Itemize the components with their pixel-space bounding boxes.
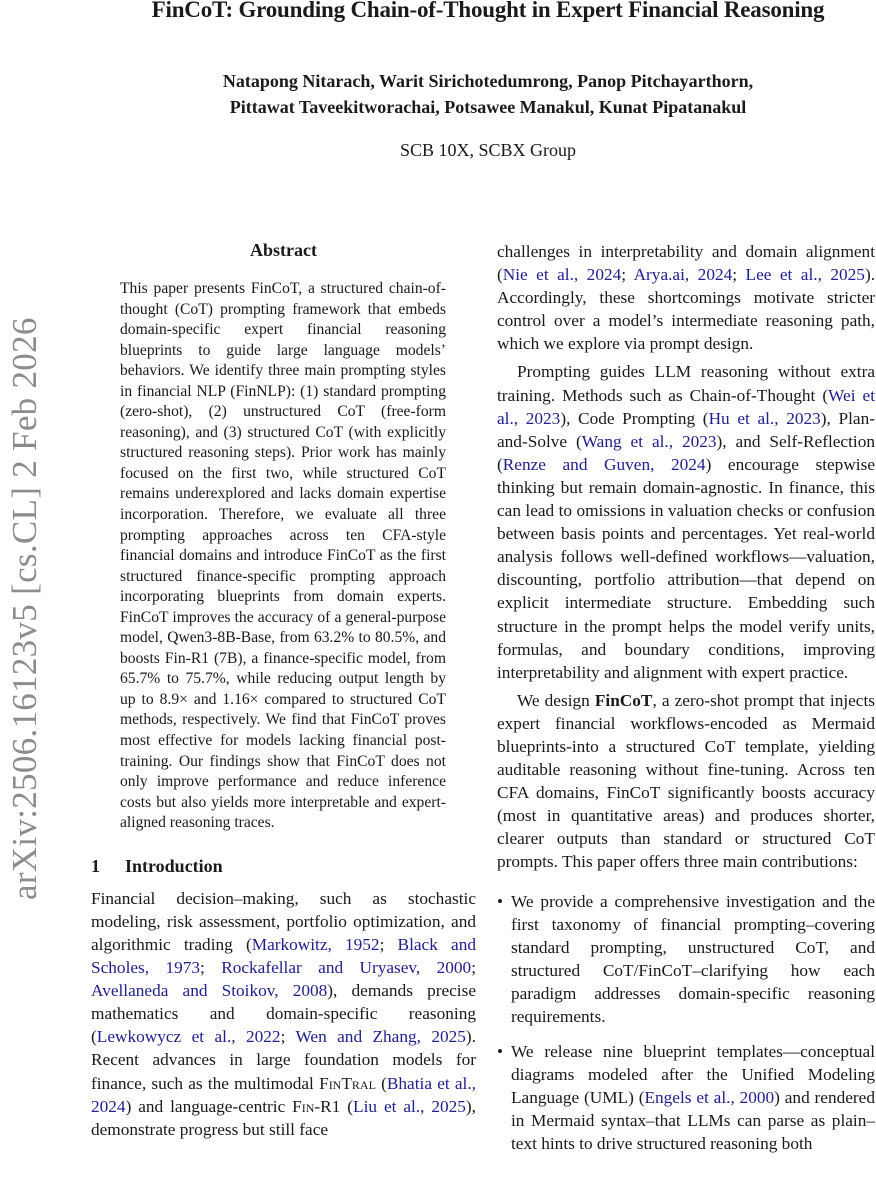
abstract-text: This paper presents FinCoT, a structured chain-of-thought (CoT) prompting framework that embeds domain-specific expert financial reasoning blueprints to guide large language models’ behaviors. We identify three main prompting styles in financial NLP (FinNLP): (1) standard prompting (zero-shot), (2) unstructured CoT (free-form reasoning), and (3) structured CoT (with explicitly structured reasoning steps). Prior work has mainly focused on the first two, while structured CoT remains underexplored and lacks domain expertise incorporation. Therefore, we evaluate all three prompting approaches across ten CFA-style financial domains and introduce FinCoT as the first structured finance-specific prompting approach incorporating blueprints from domain experts. FinCoT improves the accuracy of a general-purpose model, Qwen3-8B-Base, from 63.2% to 80.5%, and boosts Fin-R1 (7B), a finance-specific model, from 65.7% to 75.7%, while reducing output length by up to 8.9× and 1.16× compared to structured CoT methods, respectively. We find that FinCoT proves most effective for models lacking financial post-training. Our findings show that FinCoT does not only improve performance and reduce inference costs but also yields more interpretable and expert-aligned reasoning traces. xyxy=(120,280,446,832)
author-list xyxy=(100,68,876,120)
text-run: ( xyxy=(375,1073,387,1093)
paper-title: FinCoT: Grounding Chain-of-Thought in Expert Financial Reasoning xyxy=(151,0,825,22)
citation-link[interactable]: Nie et al., 2024 xyxy=(502,265,622,285)
intro-paragraph-1-continued xyxy=(497,240,875,355)
text-run: ; xyxy=(471,958,476,978)
text-run: ) and rendered in Mermaid syntax–that LLMs can parse as plain–text hints to drive structured reasoning both xyxy=(511,1088,875,1154)
contribution-item xyxy=(497,1040,875,1155)
text-run: ; xyxy=(621,265,634,285)
fincot-emphasis: FinCoT xyxy=(594,690,653,710)
citation-link[interactable]: Markowitz, 1952 xyxy=(251,934,380,954)
right-column xyxy=(497,240,875,1168)
text-run: Prompting guides LLM reasoning without extra training. Methods such as Chain-of-Thought ( xyxy=(497,362,875,405)
intro-paragraph-3 xyxy=(497,689,875,874)
citation-link[interactable]: Rockafellar and Uryasev, 2000 xyxy=(221,958,472,978)
citation-link[interactable]: Avellaneda and Stoikov, 2008 xyxy=(91,981,328,1001)
left-column xyxy=(91,240,476,1141)
citation-link[interactable]: Arya.ai, 2024 xyxy=(633,265,733,285)
authors-line-1: Natapong Nitarach, Warit Sirichotedumrong, Panop Pitchayarthorn, xyxy=(222,71,754,91)
authors-line-2: Pittawat Taveekitworachai, Potsawee Manakul, Kunat Pipatanakul xyxy=(229,97,747,117)
section-title: Introduction xyxy=(125,855,223,876)
text-run: ) and language-centric xyxy=(125,1096,293,1116)
text-run: ). Recent advances in large foundation models for finance, such as the multimodal xyxy=(91,1027,476,1093)
text-run: Financial decision–making, such as stochastic modeling, risk assessment, portfolio optimization, and algorithmic trading ( xyxy=(91,888,476,954)
section-heading-introduction xyxy=(91,856,476,877)
text-run: We provide a comprehensive investigation and the first taxonomy of financial prompting–covering standard prompting, unstructured CoT, and structured CoT/FinCoT–clarifying how each paradigm addresses domain-specific reasoning requirements. xyxy=(511,891,875,1026)
affiliation: SCB 10X, SCBX Group xyxy=(399,140,577,160)
citation-link[interactable]: Engels et al., 2000 xyxy=(644,1088,775,1108)
model-name-fintral: FinTral xyxy=(319,1073,376,1093)
citation-link[interactable]: Lee et al., 2025 xyxy=(745,265,865,285)
citation-link[interactable]: Bhatia et al., 2024 xyxy=(91,1073,476,1116)
text-run: challenges in interpretability and domain alignment ( xyxy=(497,242,875,285)
citation-link[interactable]: Wen and Zhang, 2025 xyxy=(295,1027,466,1047)
model-name-fin-r1: Fin-R1 xyxy=(292,1096,341,1116)
contribution-item xyxy=(497,890,875,1029)
citation-link[interactable]: Black and Scholes, 1973 xyxy=(91,934,476,978)
text-run: ; xyxy=(280,1027,296,1047)
citation-link[interactable]: Lewkowycz et al., 2022 xyxy=(96,1027,281,1047)
text-run: ), Plan-and-Solve ( xyxy=(497,408,875,451)
text-run: ). Accordingly, these shortcomings motivate stricter control over a model’s intermediate reasoning path, which we explore via prompt design. xyxy=(497,265,876,354)
text-run: We release nine blueprint templates—conceptual diagrams modeled after the Unified Modeling Language (UML) ( xyxy=(511,1042,875,1108)
citation-link[interactable]: Renze and Guven, 2024 xyxy=(502,454,706,474)
intro-paragraph-1 xyxy=(91,887,476,1141)
text-run: ; xyxy=(379,934,398,954)
section-number: 1 xyxy=(91,855,100,876)
citation-link[interactable]: Hu et al., 2023 xyxy=(708,408,821,428)
abstract-heading: Abstract xyxy=(250,240,317,260)
text-run: ) encourage stepwise thinking but remain domain-agnostic. In finance, this can lead to omissions in valuation checks or confusion between basis points and percentages. Yet real-world analysis follows well-defined workflows—valuation, discounting, portfolio attribution—that depend on explicit intermediate structure. Embedding such structure in the prompt helps the model verify units, formulas, and boundary conditions, improving interpretability and alignment with expert practice. xyxy=(497,454,875,682)
text-run: ), Code Prompting ( xyxy=(560,408,709,428)
text-run: ), demonstrate progress but still face xyxy=(91,1096,476,1139)
text-run: , a zero-shot prompt that injects expert financial workflows-encoded as Mermaid blueprints-into a structured CoT template, yielding auditable reasoning without fine-tuning. Across ten CFA domains, FinCoT significantly boosts accuracy (most in quantitative areas) and produces shorter, clearer outputs than standard or structured CoT prompts. This paper offers three main contributions: xyxy=(497,690,875,872)
intro-paragraph-2 xyxy=(497,360,875,683)
text-run: ( xyxy=(340,1096,354,1116)
citation-link[interactable]: Liu et al., 2025 xyxy=(353,1096,466,1116)
text-run: ), demands precise mathematics and domain-specific reasoning ( xyxy=(91,981,476,1047)
arxiv-stamp: arXiv:2506.16123v5 [cs.CL] 2 Feb 2026 xyxy=(5,317,44,900)
text-run: ; xyxy=(200,958,222,978)
text-run: ; xyxy=(732,265,746,285)
citation-link[interactable]: Wei et al., 2023 xyxy=(497,385,875,428)
text-run: ), and Self-Reflection ( xyxy=(497,431,875,474)
text-run: We design xyxy=(517,690,595,710)
contributions-list xyxy=(497,890,875,1156)
citation-link[interactable]: Wang et al., 2023 xyxy=(581,431,717,451)
